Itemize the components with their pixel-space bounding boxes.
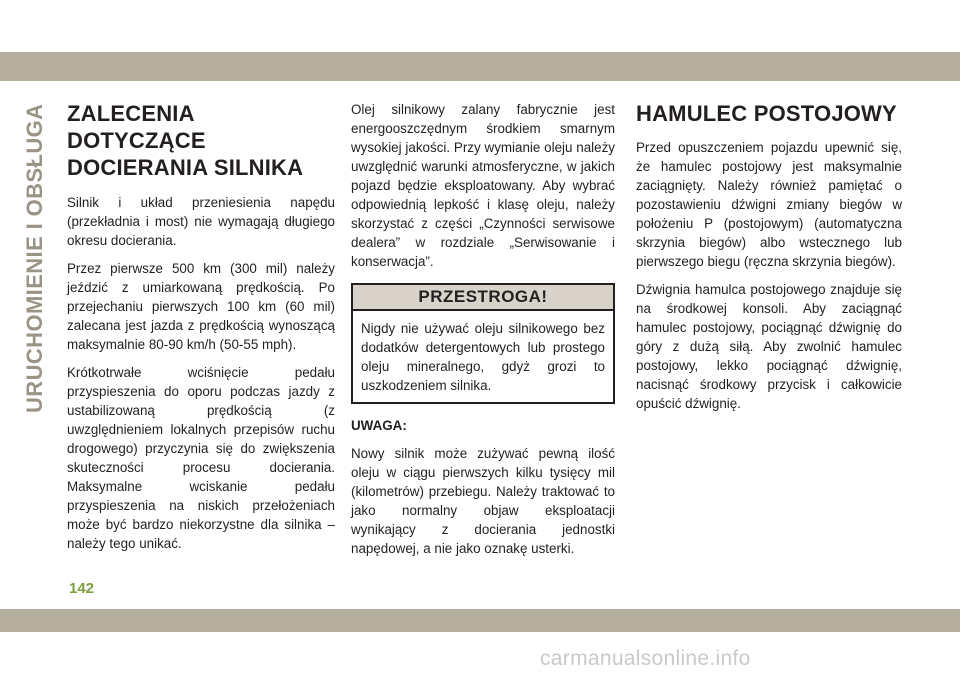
footer-band (0, 609, 960, 632)
body-paragraph: Przez pierwsze 500 km (300 mil) należy jeździć z umiarkowaną prędkością. Po przejechaniu pierwszych 100 km (60 mil) zalecana jest jazda z prędkością wynoszącą maksymalnie 80-90 km/h (50-55 mph). (67, 261, 335, 352)
body-paragraph: Przed opuszczeniem pojazdu upewnić się, że hamulec postojowy jest maksymalnie zaciągnięty. Należy również pamiętać o pozostawieniu dźwigni zmiany biegów w położeniu P (postojowym) (automatyczna skrzynia biegów) albo wstecznego lub pierwszego biegu (ręczna skrzynia biegów). (636, 140, 902, 269)
caution-text: Nigdy nie używać oleju silnikowego bez dodatków detergentowych lub prostego oleju mineralnego, gdyż grozi to uszkodzeniem silnika. (361, 321, 605, 393)
watermark-text: carmanualsonline.info (540, 647, 751, 670)
note-label: UWAGA: (351, 418, 407, 433)
section-side-label: URUCHOMIENIE I OBSŁUGA (22, 103, 47, 413)
break-in-heading: ZALECENIA DOTYCZĄCE DOCIERANIA SILNIKA (67, 101, 304, 180)
caution-box (351, 283, 615, 404)
body-paragraph: Silnik i układ przeniesienia napędu (przekładnia i most) nie wymagają długiego okresu docierania. (67, 195, 335, 248)
note-text: Nowy silnik może zużywać pewną ilość oleju w ciągu pierwszych kilku tysięcy mil (kilometrów) przebiegu. Należy traktować to jako normalny objaw eksploatacji wynikający z docierania jednostki napędowej, a nie jako oznakę usterki. (351, 446, 615, 556)
body-paragraph: Olej silnikowy zalany fabrycznie jest energooszczędnym środkiem smarnym wysokiej jakości. Przy wymianie oleju należy uwzględnić warunki atmosferyczne, w jakich pojazd będzie eksploatowany. Aby wybrać odpowiednią lepkość i klasę oleju, należy skorzystać z części „Czynności serwisowe dealera” w rozdziale „Serwisowanie i konserwacja”. (351, 102, 615, 269)
body-paragraph: Dźwignia hamulca postojowego znajduje się na środkowej konsoli. Aby zaciągnąć hamulec postojowy, pociągnąć dźwignię do góry z dużą siłą. Aby zwolnić hamulec postojowy, lekko pociągnąć dźwignię, nacisnąć środkowy przycisk i całkowicie opuścić dźwignię. (636, 282, 902, 411)
middle-column (351, 100, 615, 567)
page-number: 142 (69, 580, 95, 597)
right-column (636, 100, 902, 422)
caution-title: PRZESTROGA! (353, 285, 613, 311)
parking-brake-heading: HAMULEC POSTOJOWY (636, 101, 897, 126)
body-paragraph: Krótkotrwałe wciśnięcie pedału przyspieszenia do oporu podczas jazdy z ustabilizowaną prędkością (z uwzględnieniem lokalnych przepisów ruchu drogowego) przyczynia się do zwiększenia skuteczności procesu docierania. Maksymalne wciskanie pedału przyspieszenia na niskich przełożeniach może być bardzo niekorzystne dla silnika – należy tego unikać. (67, 365, 335, 551)
header-band (0, 52, 960, 81)
left-column (67, 100, 335, 562)
